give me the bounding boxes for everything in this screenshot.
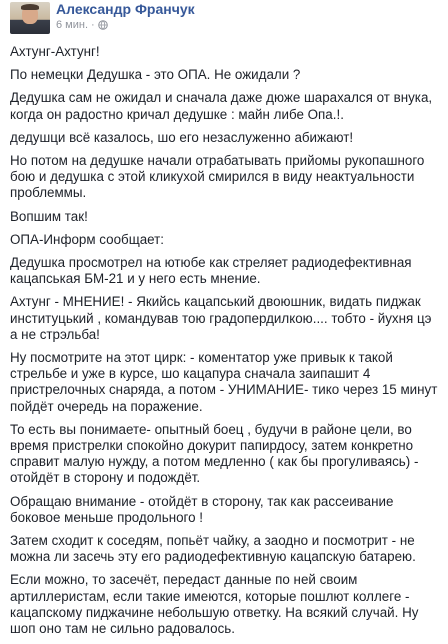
post-header (0, 0, 448, 36)
post-paragraph: Ну посмотрите на этот цирк: - коментатор уже привык к такой стрельбе и уже в курсе, шо кацапура сначала заипашит 4 пристрелочных снаряда, а потом - УНИМАНИЕ- тико через 15 минут пойдёт очередь на поражение. (10, 350, 438, 414)
post-paragraph: Вопшим так! (10, 208, 88, 224)
meta-separator: · (91, 19, 95, 31)
author-avatar[interactable] (10, 2, 50, 34)
post-meta (56, 19, 108, 31)
post-paragraph: Ахтунг-Ахтунг! (10, 44, 100, 59)
post-timestamp[interactable]: 6 мин. (56, 19, 89, 31)
post-paragraph: То есть вы понимаете- опытный боец , будучи в районе цели, во время пристрелки спокойно докурит папирдосу, затем конкретно справит малую нужду, а потом медленно ( как бы прогуливаясь) - отойдёт в сторону и подождёт. (10, 421, 419, 486)
post-paragraph: Но потом на дедушке начали отрабатывать прийомы рукопашного бою и дедушка с этой кликухой смирился в виду неактуальности проблеммы. (10, 153, 425, 201)
post-paragraph: дедушци всё казалось, шо его незаслуженно абижают! (10, 129, 354, 145)
post-body (10, 44, 440, 644)
post-paragraph: Если можно, то засечёт, передаст данные по ней своим артиллеристам, если такие имеются, которые пошлют коллеге - кацапскому пиджачине небольшую ответку. На всякий случай. Ну шоп оно там не сильно радовалось. (10, 572, 419, 637)
post-paragraph: Ахтунг - МНЕНИЕ! - Якийсь кацапський двоюшник, видать пиджак институцький , командував тою градопердилкою.... тобто - йухня цэ а не стрэльба! (10, 294, 432, 342)
post-paragraph: Дедушка просмотрел на ютюбе как стреляет радиодефективная кацапськая БМ-21 и у него есть мнение. (10, 255, 412, 287)
post-paragraph: По немецки Дедушка - это ОПА. Не ожидали ? (10, 67, 301, 83)
post-paragraph: Дедушка сам не ожидал и сначала даже дюже шарахался от внука, когда он радостно кричал дедушке : майн либе Опа.!. (10, 90, 433, 122)
post-paragraph: Затем сходит к соседям, попьёт чайку, а заодно и посмотрит - не можна ли засечь эту его радиодефективную кацапскую батарею. (10, 533, 416, 565)
globe-icon[interactable] (98, 20, 108, 30)
author-name-link[interactable]: Александр Франчук (56, 1, 195, 17)
avatar-hair (21, 4, 39, 10)
post-paragraph: ОПА-Информ сообщает: (10, 231, 165, 247)
post-paragraph: Обращаю внимание - отойдёт в сторону, так как рассеивание боковое меньше продольного ! (10, 493, 394, 525)
